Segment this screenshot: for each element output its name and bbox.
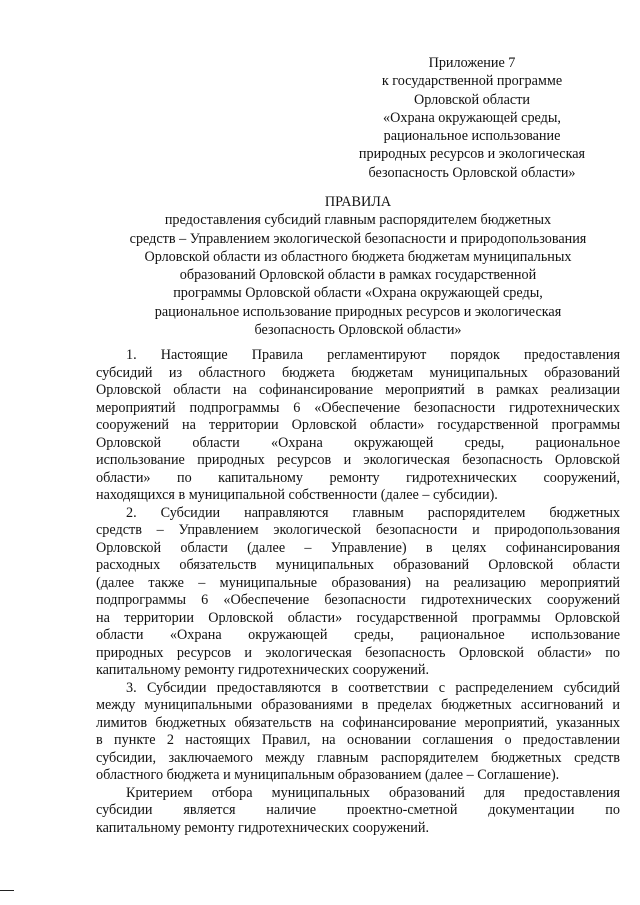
title-subtitle-line: рациональное использование природных ресурсов и экологическая: [154, 303, 562, 320]
text-line: 2. Субсидии направляются главным распорядителем бюджетных: [126, 504, 620, 521]
text-line: областного бюджета и муниципальным образованием (далее – Соглашение).: [96, 767, 560, 783]
document-body: [96, 347, 620, 837]
text-line: мероприятий подпрограммы 6 «Обеспечение безопасности гидротехнических: [96, 399, 620, 416]
title-subtitle-line: программы Орловской области «Охрана окружающей среды,: [173, 285, 543, 302]
text-line: находящихся в муниципальной собственности (далее – субсидии).: [96, 487, 498, 503]
text-line: капитальному ремонту гидротехнических сооружений.: [96, 819, 430, 836]
text-line: области «Охрана окружающей среды, рациональное использование: [96, 627, 620, 643]
paragraph-1: [96, 347, 620, 505]
appendix-line: Орловской области: [413, 91, 531, 108]
appendix-line: природных ресурсов и экологическая: [358, 146, 586, 163]
title-subtitle-line: предоставления субсидий главным распорядителем бюджетных: [164, 212, 552, 229]
text-line: природных ресурсов и экологическая безопасность Орловской области» по: [96, 644, 620, 661]
text-line: Критерием отбора муниципальных образований для предоставления: [126, 784, 620, 801]
text-line: в пункте 2 настоящих Правил, на основании соглашения о предоставлении: [96, 732, 620, 748]
text-line: на территории Орловской области» государственной программы Орловской: [96, 609, 620, 626]
text-line: между муниципальными образованиями в пределах бюджетных ассигнований и: [96, 697, 620, 713]
title-heading: ПРАВИЛА: [324, 194, 392, 210]
appendix-line: к государственной программе: [381, 73, 563, 90]
text-line: капитальному ремонту гидротехнических сооружений.: [96, 662, 430, 678]
text-line: лимитов бюджетных обязательств на софинансирование мероприятий, указанных: [96, 714, 620, 731]
text-line: подпрограммы 6 «Обеспечение безопасности гидротехнических сооружений: [96, 592, 620, 608]
title-subtitle-line: образований Орловской области в рамках государственной: [179, 267, 537, 284]
text-line: субсидии, заключаемого между главным распорядителем бюджетных средств: [96, 749, 620, 766]
appendix-line: «Охрана окружающей среды,: [383, 109, 561, 126]
page-edge-mark: [0, 890, 14, 891]
paragraph-4: [96, 785, 620, 838]
text-line: 1. Настоящие Правила регламентируют порядок предоставления: [126, 347, 620, 363]
appendix-line: рациональное использование: [383, 128, 561, 145]
appendix-header: [330, 54, 614, 182]
title-subtitle-line: средств – Управлением экологической безопасности и природопользования: [129, 230, 587, 247]
text-line: субсидий из областного бюджета бюджетам муниципальных образований: [96, 364, 620, 381]
paragraph-2: [96, 505, 620, 680]
text-line: средств – Управлением экологической безопасности и природопользования: [96, 522, 620, 538]
text-line: расходных обязательств муниципальных образований Орловской области: [96, 557, 620, 573]
text-line: сооружений на территории Орловской области» государственной программы: [96, 417, 620, 433]
text-line: области» по капитальному ремонту гидротехнических сооружений,: [96, 469, 620, 486]
appendix-line: безопасность Орловской области»: [368, 164, 576, 181]
text-line: (далее также – муниципальные образования) на реализацию мероприятий: [96, 574, 620, 591]
text-line: Орловской области (далее – Управление) в целях софинансирования: [96, 539, 620, 556]
title-subtitle-line: Орловской области из областного бюджета бюджетам муниципальных: [144, 248, 572, 265]
text-line: Орловской области «Охрана окружающей среды, рациональное: [96, 434, 620, 451]
text-line: 3. Субсидии предоставляются в соответствии с распределением субсидий: [126, 679, 620, 696]
text-line: Орловской области на софинансирование мероприятий в рамках реализации: [96, 382, 620, 398]
paragraph-3: [96, 680, 620, 785]
text-line: использование природных ресурсов и экологическая безопасность Орловской: [96, 452, 620, 468]
appendix-line: Приложение 7: [428, 55, 516, 71]
title-subtitle-line: безопасность Орловской области»: [254, 322, 462, 339]
document-title: [96, 193, 620, 339]
text-line: субсидии является наличие проектно-сметной документации по: [96, 802, 620, 818]
